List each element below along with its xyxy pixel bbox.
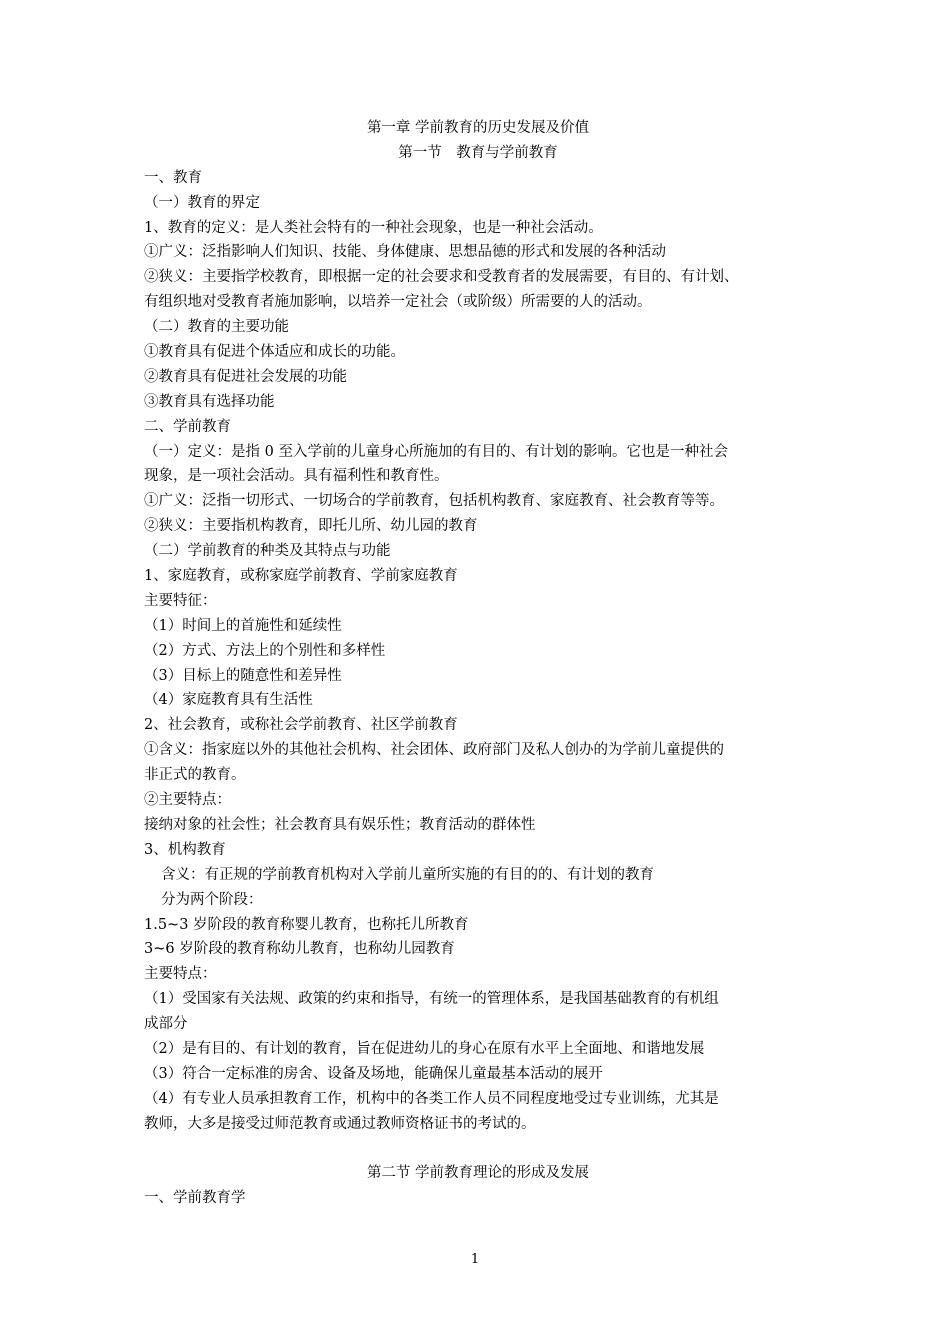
list-item: （2）是有目的、有计划的教育，旨在促进幼儿的身心在原有水平上全面地、和谐地发展 — [144, 1040, 705, 1057]
text-line: ②狭义：主要指学校教育，即根据一定的社会要求和受教育者的发展需要，有目的、有计划、 — [144, 269, 739, 286]
text-line: 有组织地对受教育者施加影响，以培养一定社会（或阶级）所需要的人的活动。 — [144, 294, 652, 311]
text-line: 分为两个阶段： — [161, 891, 263, 908]
subheading: （二）教育的主要功能 — [144, 319, 289, 336]
blank-line — [144, 1137, 812, 1162]
list-item: （4）家庭教育具有生活性 — [144, 692, 313, 709]
text-line: 主要特点： — [144, 966, 217, 983]
text-line: 1、家庭教育，或称家庭学前教育、学前家庭教育 — [144, 568, 458, 585]
text-line: 含义：有正规的学前教育机构对入学前儿童所实施的有目的的、有计划的教育 — [161, 866, 654, 883]
text-line: 接纳对象的社会性；社会教育具有娱乐性；教育活动的群体性 — [144, 816, 536, 833]
list-item: （3）目标上的随意性和差异性 — [144, 667, 342, 684]
text-line: 3、机构教育 — [144, 841, 226, 858]
heading-1: 一、教育 — [144, 169, 202, 186]
text-line: （一）定义：是指 0 至入学前的儿童身心所施加的有目的、有计划的影响。它也是一种社会 — [144, 443, 728, 460]
text-line: ①含义：指家庭以外的其他社会机构、社会团体、政府部门及私人创办的为学前儿童提供的 — [144, 742, 724, 759]
list-item: 成部分 — [144, 1016, 188, 1033]
text-line: ①广义：泛指一切形式、一切场合的学前教育，包括机构教育、家庭教育、社会教育等等。 — [144, 493, 724, 510]
text-line: 非正式的教育。 — [144, 767, 246, 784]
text-line: 1.5~3 岁阶段的教育称婴儿教育，也称托儿所教育 — [144, 916, 469, 933]
heading-2: 二、学前教育 — [144, 418, 231, 435]
list-item: （4）有专业人员承担教育工作，机构中的各类工作人员不同程度地受过专业训练，尤其是 — [144, 1090, 719, 1107]
text-line: ②主要特点： — [144, 792, 231, 809]
subheading: （一）教育的界定 — [144, 194, 260, 211]
heading-1: 一、学前教育学 — [144, 1190, 246, 1207]
text-line: 现象，是一项社会活动。具有福利性和教育性。 — [144, 468, 449, 485]
list-item: （1）受国家有关法规、政策的约束和指导，有统一的管理体系，是我国基础教育的有机组 — [144, 991, 719, 1008]
text-line: ①教育具有促进个体适应和成长的功能。 — [144, 344, 405, 361]
page-number: 1 — [470, 1252, 480, 1267]
list-item: （2）方式、方法上的个别性和多样性 — [144, 642, 386, 659]
subheading: （二）学前教育的种类及其特点与功能 — [144, 543, 391, 560]
text-line: 2、社会教育，或称社会学前教育、社区学前教育 — [144, 717, 458, 734]
text-line: 主要特征： — [144, 592, 217, 609]
text-line: ②教育具有促进社会发展的功能 — [144, 368, 347, 385]
text-line: 3~6 岁阶段的教育称幼儿教育，也称幼儿园教育 — [144, 941, 455, 958]
page-content — [144, 116, 812, 1211]
chapter-title: 第一章 学前教育的历史发展及价值 — [366, 120, 590, 136]
section-title: 第二节 学前教育理论的形成及发展 — [366, 1165, 590, 1182]
text-line: ②狭义：主要指机构教育，即托儿所、幼儿园的教育 — [144, 518, 478, 535]
text-line: 1、教育的定义：是人类社会特有的一种社会现象，也是一种社会活动。 — [144, 219, 603, 236]
section-title: 第一节 教育与学前教育 — [398, 144, 558, 161]
text-line: ③教育具有选择功能 — [144, 393, 275, 410]
list-item: 教师，大多是接受过师范教育或通过教师资格证书的考试的。 — [144, 1115, 536, 1132]
list-item: （1）时间上的首施性和延续性 — [144, 617, 342, 634]
list-item: （3）符合一定标准的房舍、设备及场地，能确保儿童最基本活动的展开 — [144, 1065, 603, 1082]
text-line: ①广义：泛指影响人们知识、技能、身体健康、思想品德的形式和发展的各种活动 — [144, 244, 666, 261]
